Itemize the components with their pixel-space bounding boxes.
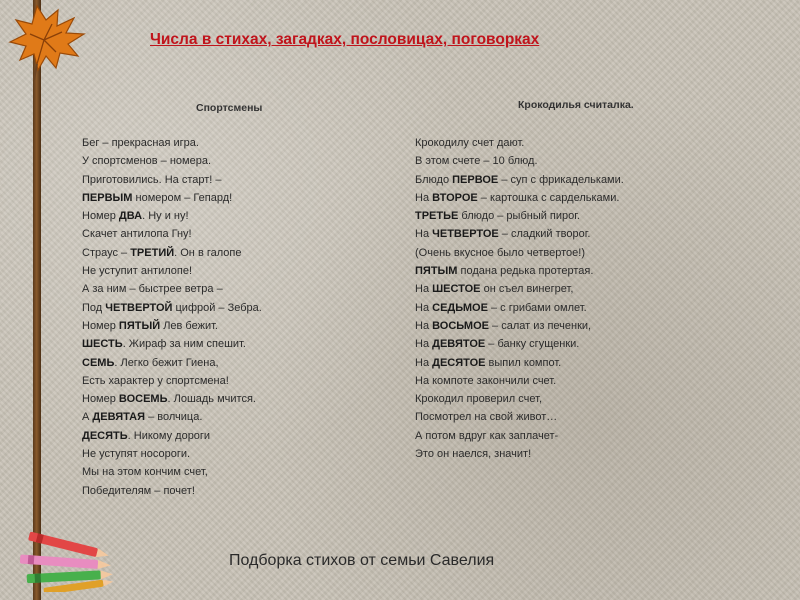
poem-line (415, 262, 624, 280)
poem-text: . Жираф за ним спешит. (122, 338, 246, 351)
poem-line (82, 463, 262, 481)
poem-line (415, 244, 624, 262)
poem-line (82, 134, 262, 152)
poem-line (82, 280, 262, 298)
poem-line (82, 427, 262, 445)
poem-line (415, 189, 624, 207)
poem-line (82, 189, 262, 207)
footer-caption: Подборка стихов от семьи Савелия (229, 552, 495, 569)
poem-line (82, 299, 262, 317)
poem-text: На (415, 191, 433, 204)
poem-text: Под (82, 301, 106, 314)
poem-text: Крокодилу счет дают. (415, 137, 525, 149)
number-word: ПЕРВЫМ (82, 191, 133, 204)
poem-text: На компоте закончили счет. (415, 374, 557, 387)
poem-text: – картошка с сардельками. (477, 191, 620, 204)
poem-text: Мы на этом кончим счет, (82, 466, 208, 479)
poem-line (415, 427, 624, 445)
poem-text: Скачет антилопа Гну! (82, 228, 192, 241)
poem-line (415, 171, 624, 189)
poem-text: – с грибами омлет. (487, 301, 587, 314)
poem-line (82, 244, 262, 262)
left-poem-heading: Спортсмены (196, 102, 263, 114)
poem-text: Посмотрел на свой живот… (415, 411, 558, 424)
number-word: ВОСЕМЬ (118, 393, 168, 406)
poem-line (82, 445, 262, 463)
poem-text: Страус – (82, 246, 131, 259)
poem-line (82, 171, 262, 189)
poem-text: . Легко бежит Гиена, (114, 356, 219, 369)
number-word: ЧЕТВЕРТОЕ (432, 228, 499, 241)
poem-text: . Никому дороги (127, 429, 211, 442)
number-word: ДЕВЯТАЯ (92, 411, 146, 424)
poem-line (415, 299, 624, 317)
poem-line (415, 390, 624, 408)
number-word: СЕМЬ (82, 356, 115, 369)
poem-line (82, 335, 262, 353)
poem-text: Не уступят носороги. (82, 448, 191, 461)
poem-line (415, 335, 624, 353)
poem-line (415, 445, 624, 463)
poem-line (415, 152, 624, 170)
poem-line (82, 408, 262, 426)
poem-line (82, 390, 262, 408)
crayons-icon (10, 532, 130, 592)
poem-text: . Он в галопе (174, 246, 242, 259)
poem-text: – банку сгущенки. (485, 338, 580, 351)
number-word: ВТОРОЕ (432, 191, 478, 204)
poem-text: У спортсменов – номера. (82, 155, 212, 168)
number-word: ШЕСТЬ (82, 338, 123, 351)
number-word: ВОСЬМОЕ (432, 319, 489, 332)
poem-line (415, 408, 624, 426)
number-word: ТРЕТИЙ (130, 246, 175, 259)
number-word: ДЕСЯТОЕ (432, 356, 486, 369)
poem-text: цифрой – Зебра. (172, 301, 262, 314)
poem-text: А за ним – быстрее ветра – (82, 283, 223, 296)
autumn-leaf-icon (0, 0, 110, 80)
poem-text: Номер (82, 393, 119, 406)
poem-text: На (415, 228, 433, 241)
poem-text: Это он наелся, значит! (415, 448, 532, 461)
poem-line (82, 354, 262, 372)
number-word: ДЕВЯТОЕ (432, 338, 486, 351)
poem-text: Крокодил проверил счет, (415, 393, 542, 406)
poem-line (415, 134, 624, 152)
number-word: ПЯТЫЙ (118, 319, 161, 332)
poem-text: На (415, 301, 433, 314)
poem-text: он съел винегрет, (480, 283, 574, 296)
number-word: СЕДЬМОЕ (432, 301, 488, 314)
poem-text: подана редька протертая. (457, 265, 594, 278)
number-word: ШЕСТОЕ (432, 283, 481, 296)
poem-text: А (82, 411, 93, 424)
poem-line (82, 482, 262, 500)
poem-text: В этом счете – 10 блюд. (415, 155, 538, 168)
page-title: Числа в стихах, загадках, пословицах, поговорках (150, 31, 540, 48)
poem-text: Лев бежит. (160, 319, 218, 332)
poem-text: На (415, 356, 433, 369)
left-poem (82, 134, 262, 500)
poem-text: Приготовились. На старт! – (82, 173, 222, 186)
poem-line (82, 152, 262, 170)
poem-line (82, 207, 262, 225)
poem-text: Бег – прекрасная игра. (82, 137, 199, 149)
poem-text: – салат из печенки, (488, 319, 592, 332)
poem-text: На (415, 283, 433, 296)
number-word: ДВА (118, 210, 143, 223)
decorative-branch (33, 0, 41, 600)
poem-text: Не уступит антилопе! (82, 265, 193, 278)
poem-line (82, 317, 262, 335)
number-word: ДЕСЯТЬ (82, 429, 128, 442)
number-word: ЧЕТВЕРТОЙ (105, 301, 173, 314)
right-poem-heading: Крокодилья считалка. (518, 99, 634, 111)
poem-text: На (415, 319, 433, 332)
poem-text: номером – Гепард! (132, 191, 233, 204)
poem-line (415, 280, 624, 298)
poem-text: – сладкий творог. (498, 228, 591, 241)
number-word: ТРЕТЬЕ (415, 210, 459, 223)
poem-text: – суп с фрикадельками. (498, 173, 624, 186)
number-word: ПЯТЫМ (415, 265, 458, 278)
poem-line (415, 207, 624, 225)
poem-text: Есть характер у спортсмена! (82, 374, 229, 387)
poem-text: Блюдо (415, 173, 453, 186)
poem-text: На (415, 338, 433, 351)
poem-line (82, 372, 262, 390)
poem-text: А потом вдруг как заплачет- (415, 429, 559, 442)
poem-line (82, 262, 262, 280)
poem-line (415, 225, 624, 243)
poem-text: Победителям – почет! (82, 484, 195, 497)
poem-text: . Лошадь мчится. (167, 393, 256, 406)
poem-text: . Ну и ну! (142, 210, 189, 223)
poem-text: Номер (82, 319, 119, 332)
poem-line (415, 354, 624, 372)
poem-line (415, 317, 624, 335)
number-word: ПЕРВОЕ (452, 173, 499, 186)
poem-text: блюдо – рыбный пирог. (458, 210, 580, 223)
poem-text: – волчица. (145, 411, 203, 424)
poem-line (415, 372, 624, 390)
poem-line (82, 225, 262, 243)
poem-text: Номер (82, 210, 119, 223)
poem-text: (Очень вкусное было четвертое!) (415, 246, 585, 259)
poem-text: выпил компот. (485, 356, 562, 369)
right-poem (415, 134, 624, 463)
